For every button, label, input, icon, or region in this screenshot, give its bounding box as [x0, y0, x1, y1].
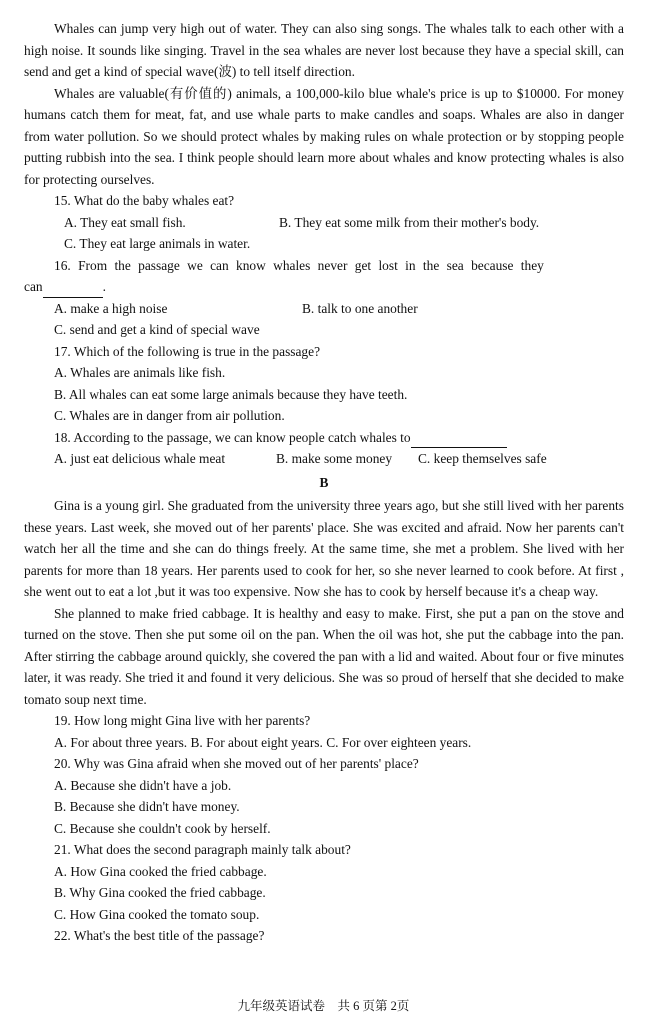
options-row — [24, 448, 624, 470]
option-c: C. They eat large animals in water. — [64, 236, 251, 251]
question-21 — [24, 839, 624, 925]
question-stem: 19. How long might Gina live with her parents? — [54, 713, 311, 728]
question-stem: 20. Why was Gina afraid when she moved out of her parents' place? — [54, 756, 419, 771]
option-b: B. Because she didn't have money. — [54, 799, 240, 814]
option-a: A. just eat delicious whale meat — [54, 451, 226, 466]
question-stem-continued: can . — [24, 276, 624, 298]
answer-blank — [411, 433, 507, 448]
option-a: A. They eat small fish. — [64, 214, 186, 230]
passage-b-paragraph-2: She planned to make fried cabbage. It is healthy and easy to make. First, she put a pan on the stove and turned on the stove. Then she put some oil on the pan. When the oil was hot, she put the cabbage into the pan. After stirring the cabbage around quickly, she covered the pan with a lid and waited. About four or five minutes later, it was ready. She tried it and found it very delicious. She was so proud of herself that she decided to make tomato soup next time. — [24, 605, 624, 707]
question-stem: 18. According to the passage, we can know people catch whales to — [24, 427, 624, 449]
option-b: B. talk to one another — [302, 300, 418, 316]
option-b: B. make some money — [276, 451, 393, 466]
passage-a-paragraph-2: Whales are valuable(有价值的) animals, a 100,000-kilo blue whale's price is up to $10000. For money humans catch them for meat, fat, and use whale parts to make candles and soaps. Whales are also in danger from water pollution. So we should protect whales by making rules on whale protection or by stopping people putting rubbish into the sea. I think people should learn more about whales and know protecting whales is also for protecting ourselves. — [24, 85, 624, 187]
options-line: A. For about three years. B. For about eight years. C. For over eighteen years. — [54, 734, 472, 750]
question-16 — [24, 255, 624, 341]
question-stem: 15. What do the baby whales eat? — [54, 193, 235, 208]
option-c: C. Because she couldn't cook by herself. — [54, 820, 271, 836]
question-17 — [24, 341, 624, 427]
question-stem: 16. From the passage we can know whales never get lost in the sea because they — [54, 257, 544, 273]
options-row — [24, 298, 624, 320]
option-c: C. send and get a kind of special wave — [54, 322, 260, 337]
option-b: B. All whales can eat some large animals because they have teeth. — [54, 386, 408, 402]
option-c: C. Whales are in danger from air pollution. — [54, 408, 285, 423]
option-b: B. Why Gina cooked the fried cabbage. — [54, 885, 266, 900]
option-a: A. How Gina cooked the fried cabbage. — [54, 863, 267, 879]
passage-a-paragraph-1: Whales can jump very high out of water. They can also sing songs. The whales talk to each other with a high noise. It sounds like singing. Travel in the sea whales are never lost because they have a special skill, can send and get a kind of special wave(波) to tell itself direction. — [24, 21, 624, 79]
question-stem: 17. Which of the following is true in the passage? — [54, 343, 321, 359]
section-b-heading: B — [319, 474, 329, 490]
option-a: A. Whales are animals like fish. — [54, 365, 226, 380]
passage-b-paragraph-1: Gina is a young girl. She graduated from the university three years ago, but she still lived with her parents these years. Last week, she moved out of her parents' place. She was excited and afraid. Now her parents can't watch her all the time and she can do things freely. At the same time, she met a problem. She lived with her parents for more than 18 years. Her parents used to cook for her, so she never learned to cook before. At first , she went out to eat a lot ,but it was too expensive. Now she has to cook by herself because it's a cheap way. — [24, 498, 624, 599]
question-22 — [24, 925, 624, 947]
question-19 — [24, 710, 624, 753]
answer-blank — [43, 283, 103, 298]
question-stem: 21. What does the second paragraph mainly talk about? — [54, 842, 351, 857]
exam-content — [24, 18, 624, 947]
option-b: B. They eat some milk from their mother's body. — [279, 214, 540, 230]
option-c: C. How Gina cooked the tomato soup. — [54, 906, 260, 922]
option-a: A. Because she didn't have a job. — [54, 777, 232, 793]
page-footer: 九年级英语试卷 共 6 页第 2页 — [237, 999, 410, 1013]
question-15 — [24, 190, 624, 255]
option-c: C. keep themselves safe — [418, 451, 547, 466]
question-20 — [24, 753, 624, 839]
question-18 — [24, 427, 624, 470]
option-a: A. make a high noise — [54, 300, 168, 316]
options-row — [24, 212, 624, 234]
question-stem: 22. What's the best title of the passage? — [54, 928, 265, 943]
